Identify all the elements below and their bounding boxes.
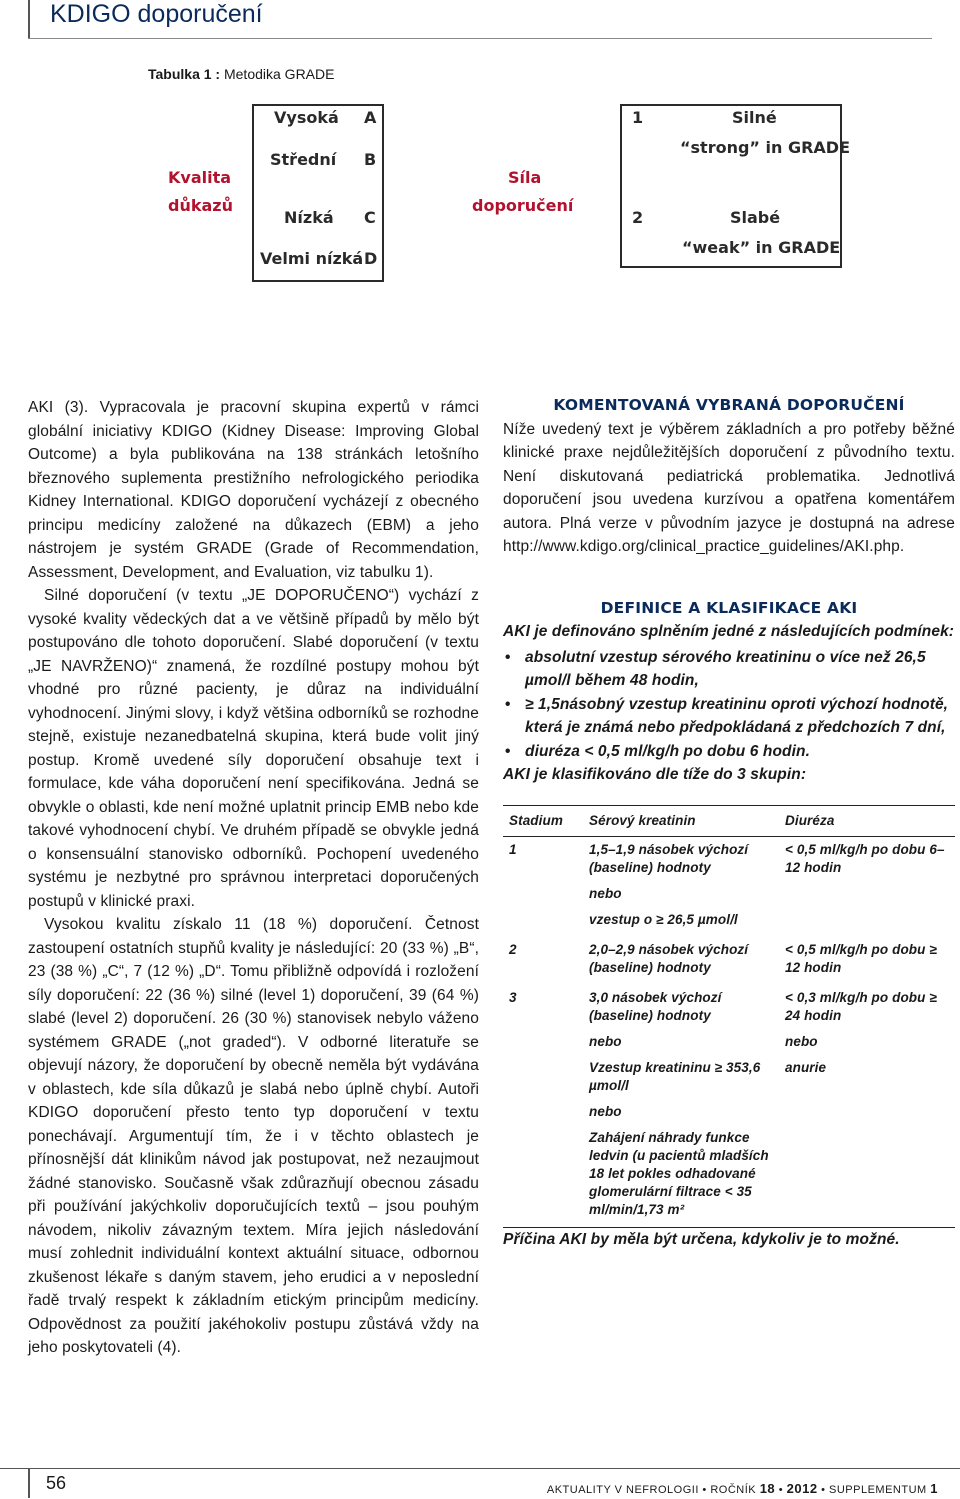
creatinine-cell [583,836,779,937]
creatinine-cell [583,985,779,1228]
quality-code-a: A [364,108,377,127]
aki-stage-table [503,805,955,1228]
quality-code-c: C [364,208,376,227]
creatinine-line: nebo [589,1033,622,1049]
volume-number: 18 [759,1481,776,1496]
stage-cell: 2 [509,941,517,957]
strength-title-line2: doporučení [472,196,574,215]
quality-level-low: Nízká [284,208,334,227]
quality-level-moderate: Střední [270,150,337,169]
creatinine-line: 1,5–1,9 násobek výchozí (baseline) hodnoty [589,841,749,875]
left-paragraph-3: Vysokou kvalitu získalo 11 (18 %) doporučení. Četnost zastoupení ostatních stupňů kvality je následující: 20 (33 %) „B“, 23 (38 %) „C“, 7 (12 %) „D“. Tomu přibližně odpovídá i rozložení síly doporučení: 22 (36 %) silné (level 1) doporučení, 39 (64 %) slabé (level 2) doporučení. 26 (30 %) stanovisek nebylo váženo systémem GRADE („not graded“). V odborné literatuře se objevují názory, že doporučení by obecně neměla být vydávána v oblastech, kde síla důkazů je slabá nebo úplně chybí. Autoři KDIGO doporučení přesto tento typ doporučení v textu ponechávají. Argumentují tím, že i v těchto oblastech je přínosnější dát klinikům návod jak postupovat, než nezaujmout žádné stanovisko. Současně však zdůrazňují obecnou zásadu při používání jakýchkoliv doporučujících textů – jsou pouhým návodem, nikoliv závazným textem. Míra jejich následování musí zohlednit individuální kontext aktuální situace, odbornou zkušenost lékaře s daným stavem, jeho erudici a v neposlední řadě trvalý respekt k základním etickým principům medicíny. Odpovědnost za použití jakéhokoliv postupu zůstává vždy na jeho poskytovateli (4). [28,916,479,1356]
creatinine-line: Vzestup kreatininu ≥ 353,6 µmol/l [589,1059,761,1093]
supplement-number: 1 [930,1481,938,1496]
definition-intro: AKI je definováno splněním jedné z následujících podmínek: [503,623,955,640]
criterion-item: • absolutní vzestup sérového kreatininu o více než 26,5 µmol/l během 48 hodin, [503,646,955,693]
creatinine-line: Zahájení náhrady funkce ledvin (u pacientů mladších 18 let pokles odhadované glomerulární filtrace < 35 ml/min/1,73 m² [589,1129,769,1217]
quality-code-b: B [364,150,377,169]
stage-cell: 1 [509,841,517,857]
left-column [28,396,479,1360]
creatinine-line: nebo [589,885,622,901]
footer-separator: • [775,1484,787,1496]
running-header-title: KDIGO doporučení [50,0,263,28]
volume-label: ROČNÍK [710,1484,760,1496]
journal-name: AKTUALITY V NEFROLOGII [546,1484,699,1496]
diuresis-line: anurie [785,1059,827,1075]
creatinine-line: nebo [589,1103,622,1119]
strength-title-line1: Síla [508,168,542,187]
page-number: 56 [46,1473,67,1493]
footer-rule [28,1468,30,1498]
diuresis-cell [779,836,955,937]
year: 2012 [786,1481,818,1496]
header-diuresis: Diuréza [779,805,955,836]
left-paragraph-2: Silné doporučení (v textu „JE DOPORUČENO“) vychází z vysoké kvality vědeckých dat a ve většině případů by mělo být postupováno dle tohoto doporučení. Slabé doporučení (v textu „JE NAVRŽENO)“ znamená, že rozdílné postupy mohou být vhodné pro různé pacienty, je důraz na individuální vyhodnocení. Jinými slovy, i když většina odborníků se rozhodne stejně, existuje nezanedbatelná skupina, která bude volit jiný postup. Kromě uvedené síly doporučení obsahuje text i formulace, kde váha doporučení není specifikována. Jedná se obvykle o oblasti, kde není možné uplatnit princip EMB nebo kde takové vyhodnocení chybí. Ve druhém případě se obvykle jedná o konsensuální stanovisko odborníků. Pochopení uvedeného systému je nezbytné pro správnou interpretaci doporučených postupů v klinické praxi. [28,587,479,910]
journal-footer [547,1481,938,1496]
stage-table-header-row [503,805,955,836]
criterion-item: • diuréza < 0,5 ml/kg/h po dobu 6 hodin. [503,740,955,764]
creatinine-line: vzestup o ≥ 26,5 µmol/l [589,911,738,927]
creatinine-line: 3,0 násobek výchozí (baseline) hodnoty [589,989,722,1023]
grade-methodology-figure [0,0,960,360]
creatinine-line: 2,0–2,9 násobek výchozí (baseline) hodnoty [589,941,749,975]
stage-cell: 3 [503,985,583,1228]
strength-strong-label: Silné [732,108,777,127]
quality-level-high: Vysoká [274,108,339,127]
closing-statement: Příčina AKI by měla být určena, kdykoliv je to možné. [503,1230,900,1248]
diuresis-line: < 0,5 ml/kg/h po dobu ≥ 12 hodin [785,941,937,975]
diuresis-line: nebo [785,1033,818,1049]
header-stage: Stadium [503,805,583,836]
supplement-label: SUPPLEMENTUM [829,1484,931,1496]
left-paragraph-1: AKI (3). Vypracovala je pracovní skupina expertů v rámci globální iniciativy KDIGO (Kidney Disease: Improving Global Outcome) a byla publikována na 138 stránkách letošního březnového suplementa prestižního nefrologického periodika Kidney International. KDIGO doporučení vycházejí z obecného principu medicíny založené na důkazech (EBM) a jeho nástrojem je systém GRADE (Grade of Recommendation, Assessment, Development, and Evaluation, viz tabulku 1). [28,399,479,581]
strength-weak-grade: “weak” in GRADE [682,238,841,257]
table-row [503,985,955,1228]
definition-criteria-list [503,646,955,764]
table-row [503,836,955,937]
diuresis-cell [779,985,955,1228]
creatinine-cell [583,937,779,985]
table-caption-label: Tabulka 1 : [148,66,221,82]
table-row [503,937,955,985]
criterion-item: • ≥ 1,5násobný vzestup kreatininu oproti výchozí hodnotě, která je známá nebo předpokládaná z předchozích 7 dní, [503,693,955,740]
diuresis-cell [779,937,955,985]
footer-separator: • [698,1484,711,1496]
strength-num-2: 2 [632,208,644,227]
right-column [503,394,955,1251]
section-heading-definition: DEFINICE A KLASIFIKACE AKI [600,598,858,617]
section-heading-selected-recommendations: KOMENTOVANÁ VYBRANÁ DOPORUČENÍ [553,396,905,414]
section-intro-text: Níže uvedený text je výběrem základních a pro potřeby běžné klinické praxe nejdůležitějších doporučení z původního textu. Není diskutovaná pediatrická problematika. Jednotlivá doporučení jsou uvedena kurzívou a opatřena komentářem autora. Plná verze v původním jazyce je dostupná na adrese http://www.kdigo.org/clinical_practice_guidelines/AKI.php. [503,420,955,555]
classification-intro: AKI je klasifikováno dle tíže do 3 skupin: [503,766,807,783]
quality-level-very-low: Velmi nízká [260,249,364,268]
header-creatinine: Sérový kreatinin [583,805,779,836]
quality-title-line1: Kvalita [168,168,232,187]
footer-divider [0,1468,960,1469]
quality-title-line2: důkazů [168,196,233,215]
strength-strong-grade: “strong” in GRADE [680,138,850,157]
strength-num-1: 1 [632,108,644,127]
strength-weak-label: Slabé [730,208,781,227]
diuresis-line: < 0,3 ml/kg/h po dobu ≥ 24 hodin [785,989,937,1023]
footer-separator: • [817,1484,830,1496]
diuresis-line: < 0,5 ml/kg/h po dobu 6–12 hodin [785,841,945,875]
table-caption-text: Metodika GRADE [220,66,335,82]
quality-code-d: D [364,249,378,268]
